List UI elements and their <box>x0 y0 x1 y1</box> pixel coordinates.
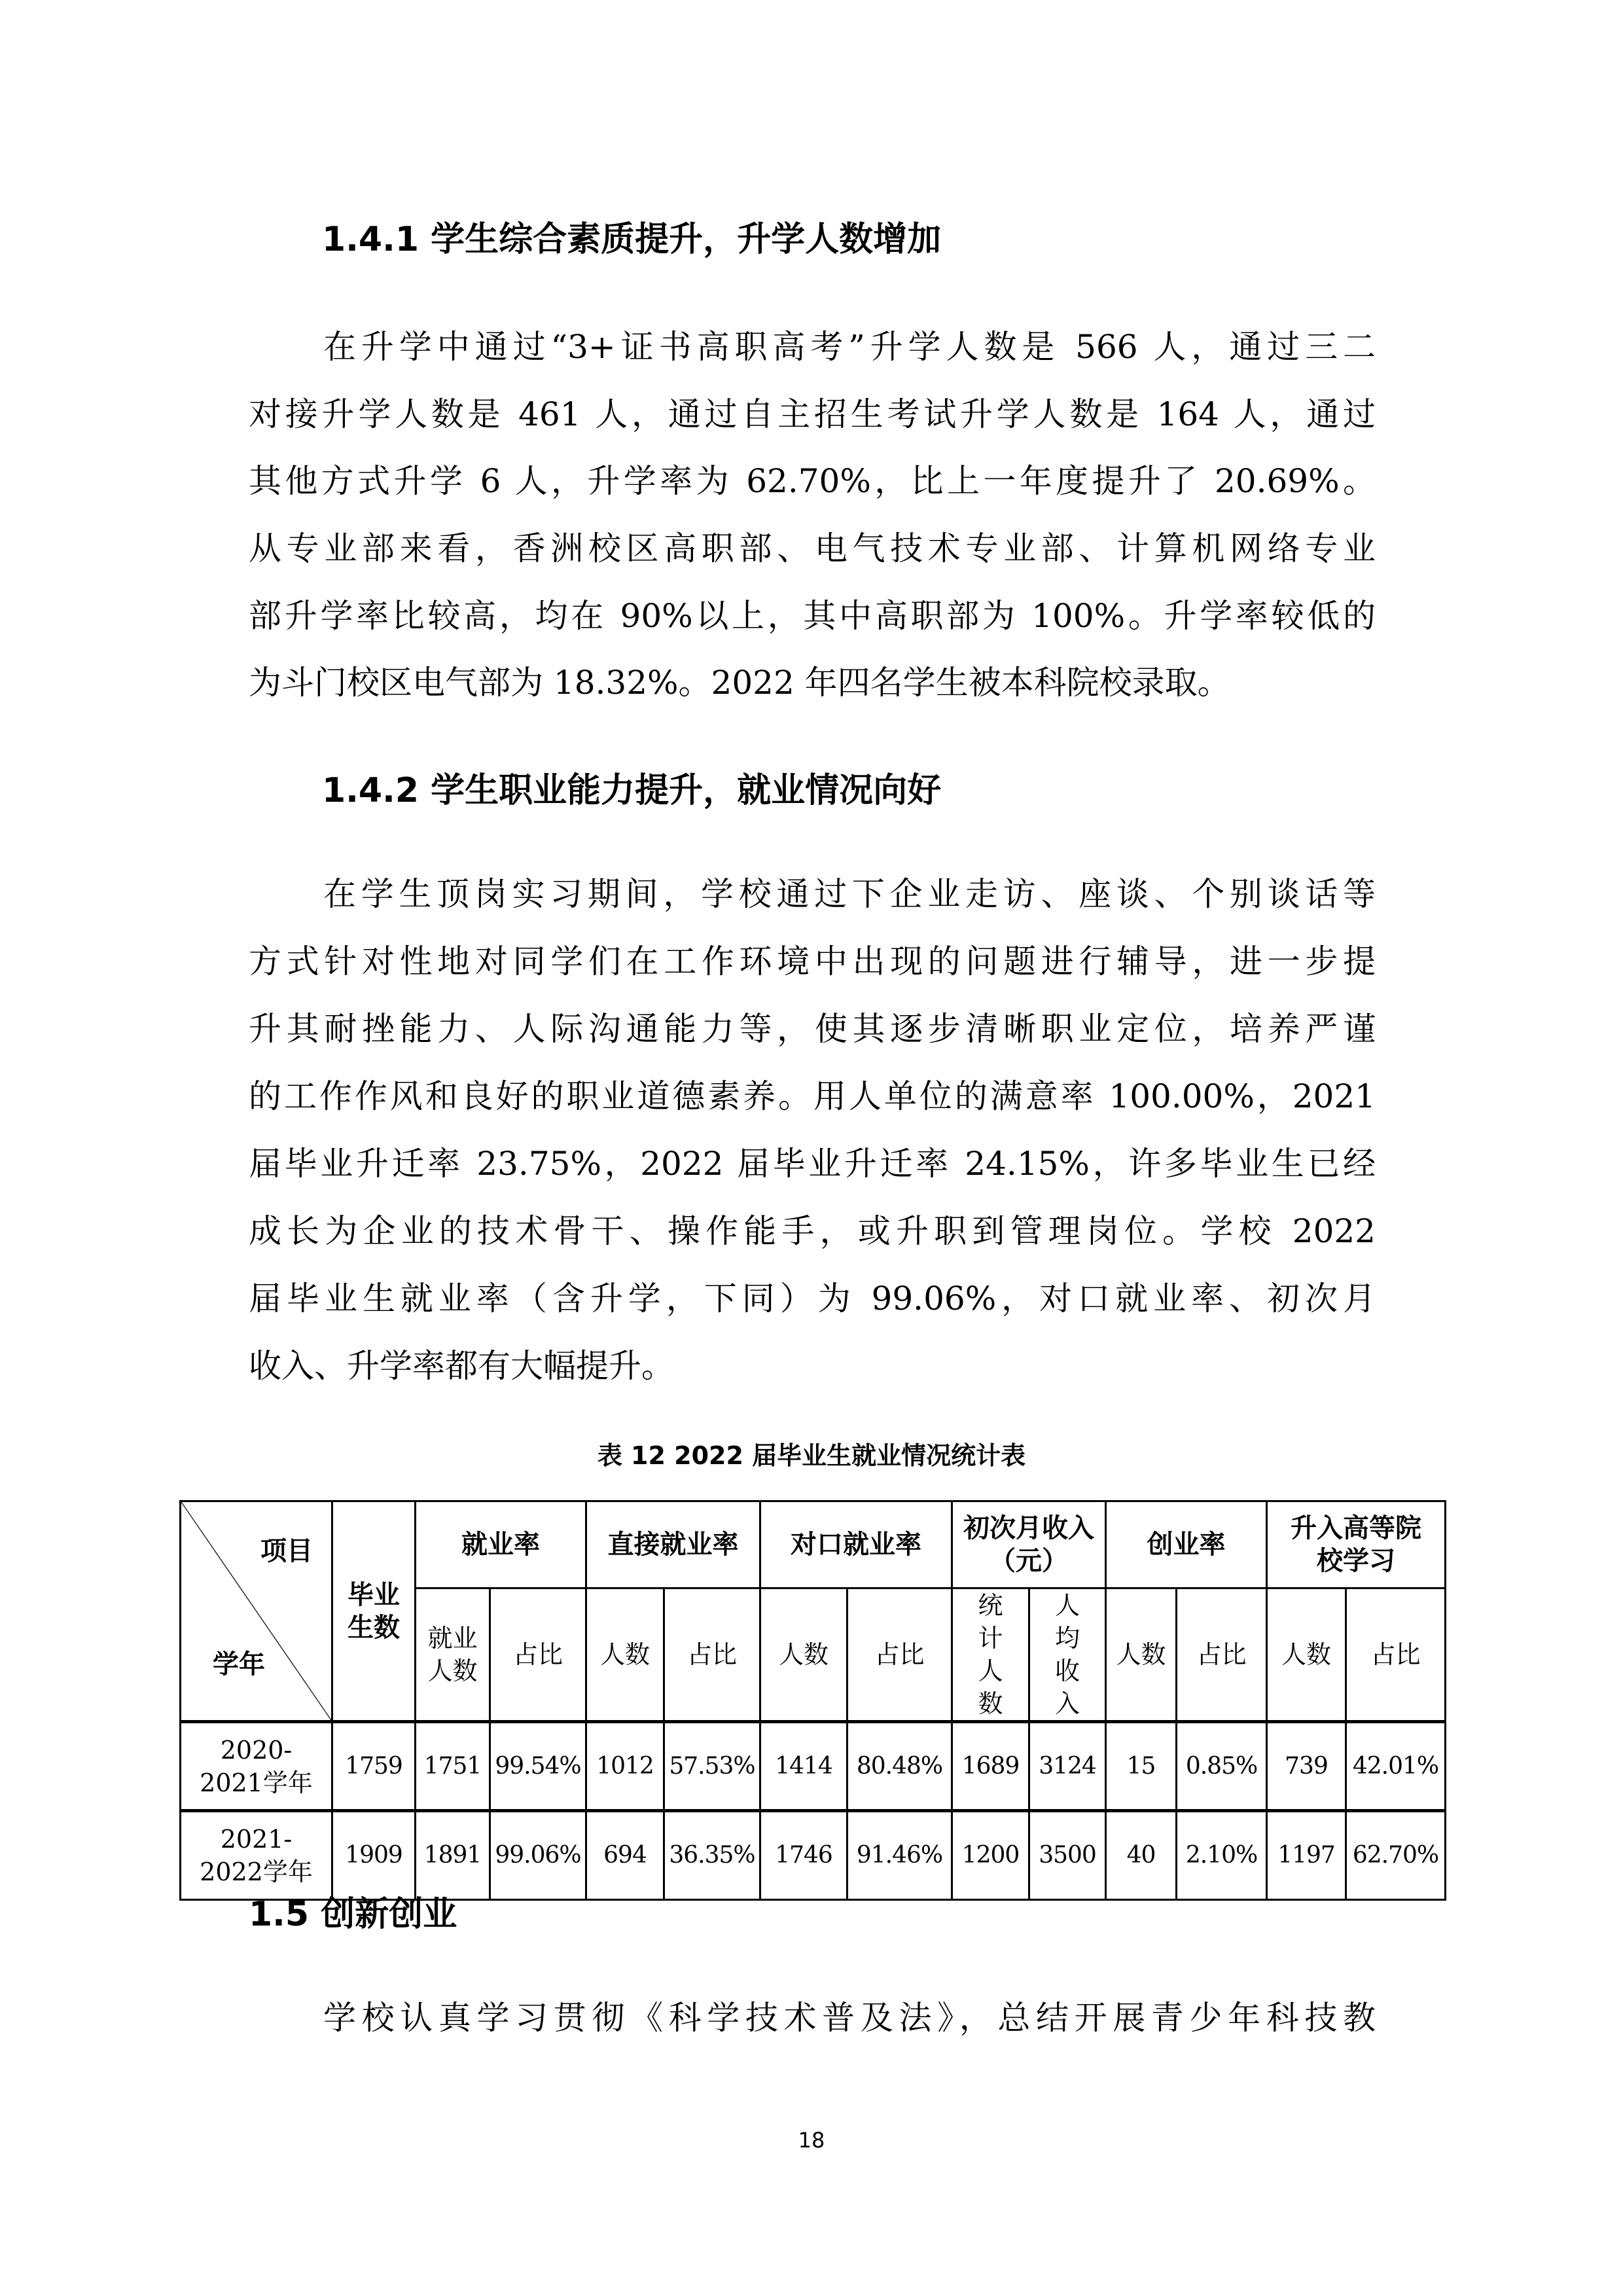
subheader: 人数 <box>1106 1588 1177 1722</box>
cell-year: 2021-2022学年 <box>181 1811 332 1900</box>
header-employment-rate: 就业率 <box>416 1501 586 1588</box>
cell-year: 2020-2021学年 <box>181 1722 332 1811</box>
header-initial-monthly-income: 初次月收入（元） <box>952 1501 1106 1588</box>
table-row <box>181 1811 1446 1900</box>
employment-stats-table <box>179 1500 1446 1901</box>
subheader: 占比 <box>1346 1588 1446 1722</box>
header-direct-employment-rate: 直接就业率 <box>586 1501 760 1588</box>
heading-1-4-2: 1.4.2 学生职业能力提升，就业情况向好 <box>322 771 942 810</box>
cell: 1200 <box>952 1811 1029 1900</box>
cell: 2.10% <box>1177 1811 1267 1900</box>
subheader: 占比 <box>847 1588 952 1722</box>
cell: 1746 <box>760 1811 847 1900</box>
paragraph-line: 届毕业升迁率 23.75%，2022 届毕业升迁率 24.15%，许多毕业生已经 <box>249 1145 1376 1183</box>
subheader: 占比 <box>1177 1588 1267 1722</box>
paragraph-line: 的工作作风和良好的职业道德素养。用人单位的满意率 100.00%，2021 <box>249 1077 1376 1115</box>
paragraph-line: 对接升学人数是 461 人，通过自主招生考试升学人数是 164 人，通过 <box>249 395 1376 433</box>
corner-label-item: 项目 <box>260 1536 313 1566</box>
paragraph-line: 在升学中通过“3+证书高职高考”升学人数是 566 人，通过三二 <box>323 328 1376 366</box>
table-caption: 表 12 2022 届毕业生就业情况统计表 <box>597 1441 1026 1470</box>
subheader: 占比 <box>490 1588 586 1722</box>
header-entrepreneurship-rate: 创业率 <box>1106 1501 1267 1588</box>
heading-1-5: 1.5 创新创业 <box>249 1895 457 1934</box>
cell: 57.53% <box>664 1722 760 1811</box>
cell: 1414 <box>760 1722 847 1811</box>
subheader: 统计人数 <box>952 1588 1029 1722</box>
cell: 694 <box>586 1811 664 1900</box>
header-higher-education: 升入高等院校学习 <box>1267 1501 1446 1588</box>
paragraph-line: 在学生顶岗实习期间，学校通过下企业走访、座谈、个别谈话等 <box>323 875 1376 913</box>
cell: 1751 <box>416 1722 490 1811</box>
cell: 62.70% <box>1346 1811 1446 1900</box>
cell: 40 <box>1106 1811 1177 1900</box>
paragraph-line: 方式针对性地对同学们在工作环境中出现的问题进行辅导，进一步提 <box>249 942 1376 980</box>
paragraph-line: 收入、升学率都有大幅提升。 <box>249 1347 674 1385</box>
corner-header-cell <box>181 1501 332 1722</box>
paragraph-line: 成长为企业的技术骨干、操作能手，或升职到管理岗位。学校 2022 <box>249 1212 1376 1250</box>
subheader: 人数 <box>586 1588 664 1722</box>
subheader: 人数 <box>760 1588 847 1722</box>
cell: 99.54% <box>490 1722 586 1811</box>
cell: 1689 <box>952 1722 1029 1811</box>
cell: 91.46% <box>847 1811 952 1900</box>
paragraph-line: 部升学率比较高，均在 90%以上，其中高职部为 100%。升学率较低的 <box>249 597 1376 635</box>
cell: 80.48% <box>847 1722 952 1811</box>
cell: 15 <box>1106 1722 1177 1811</box>
cell: 42.01% <box>1346 1722 1446 1811</box>
cell: 1759 <box>332 1722 416 1811</box>
subheader: 人均收入 <box>1029 1588 1106 1722</box>
cell: 1197 <box>1267 1811 1346 1900</box>
paragraph-line: 届毕业生就业率（含升学，下同）为 99.06%，对口就业率、初次月 <box>249 1280 1376 1318</box>
cell: 0.85% <box>1177 1722 1267 1811</box>
paragraph-line: 其他方式升学 6 人，升学率为 62.70%，比上一年度提升了 20.69%。 <box>249 462 1376 500</box>
cell: 36.35% <box>664 1811 760 1900</box>
subheader: 人数 <box>1267 1588 1346 1722</box>
paragraph-line: 学校认真学习贯彻《科学技术普及法》，总结开展青少年科技教 <box>323 1999 1376 2037</box>
cell: 99.06% <box>490 1811 586 1900</box>
cell: 1012 <box>586 1722 664 1811</box>
header-matched-employment-rate: 对口就业率 <box>760 1501 952 1588</box>
corner-label-year: 学年 <box>213 1649 265 1679</box>
page-number: 18 <box>798 2128 825 2153</box>
subheader: 就业人数 <box>416 1588 490 1722</box>
heading-1-4-1: 1.4.1 学生综合素质提升，升学人数增加 <box>322 220 942 259</box>
cell: 1891 <box>416 1811 490 1900</box>
header-graduates: 毕业生数 <box>332 1501 416 1722</box>
table-row <box>181 1722 1446 1811</box>
cell: 739 <box>1267 1722 1346 1811</box>
cell: 3124 <box>1029 1722 1106 1811</box>
paragraph-line: 为斗门校区电气部为 18.32%。2022 年四名学生被本科院校录取。 <box>249 664 1230 702</box>
cell: 3500 <box>1029 1811 1106 1900</box>
subheader: 占比 <box>664 1588 760 1722</box>
cell: 1909 <box>332 1811 416 1900</box>
paragraph-line: 从专业部来看，香洲校区高职部、电气技术专业部、计算机网络专业 <box>249 529 1376 567</box>
paragraph-line: 升其耐挫能力、人际沟通能力等，使其逐步清晰职业定位，培养严谨 <box>249 1010 1376 1048</box>
